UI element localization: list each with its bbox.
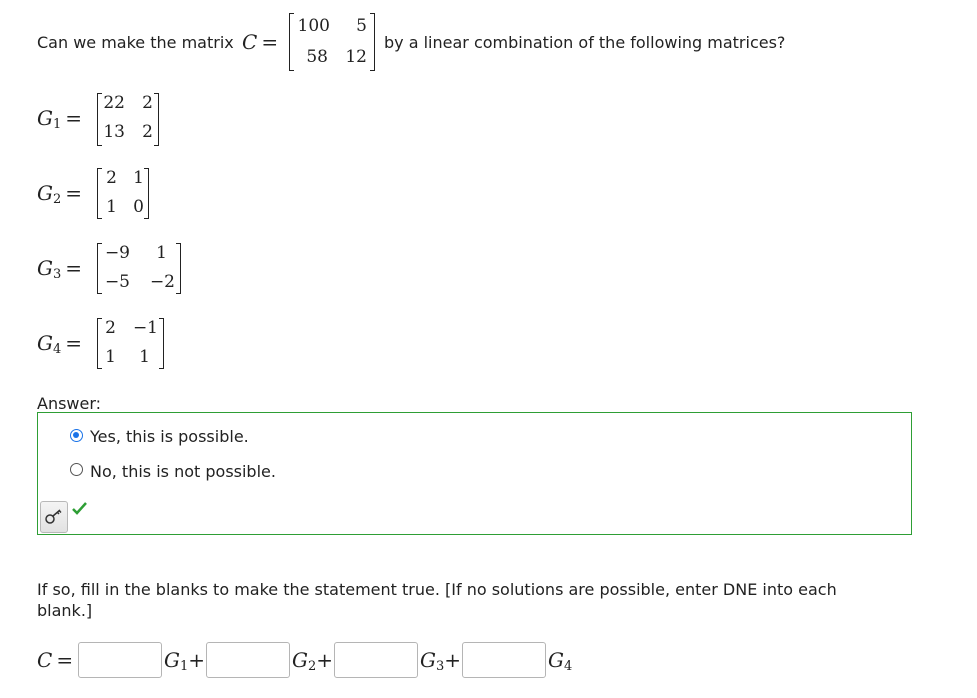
- matrix-cell: 2: [105, 318, 116, 338]
- radio-yes[interactable]: [70, 429, 83, 442]
- matrix-cell: 0: [133, 197, 144, 217]
- matrix-cell: −9: [104, 243, 130, 263]
- coefficient-input-g1[interactable]: [78, 642, 162, 678]
- target-matrix: [289, 13, 375, 70]
- target-matrix-symbol: C =: [242, 30, 279, 54]
- matrix-cell: 1: [133, 168, 144, 188]
- matrix-label-g3: $G_3$ =: [37, 256, 83, 282]
- checkmark-icon: [71, 500, 89, 516]
- matrix-cell: 2: [142, 122, 153, 142]
- matrix-cell: 1: [106, 197, 117, 217]
- matrix-cell: 2: [106, 168, 117, 188]
- key-icon: [40, 501, 68, 533]
- matrix-g2: [97, 168, 149, 218]
- coefficient-input-g2[interactable]: [206, 642, 290, 678]
- matrix-cell: 1: [139, 347, 150, 367]
- answer-box: [37, 412, 912, 535]
- matrix-g3: [97, 243, 181, 293]
- matrix-cell: 13: [103, 122, 125, 142]
- matrix-cell: 1: [105, 347, 116, 367]
- matrix-g1: [97, 93, 159, 145]
- fill-term-g3: $G_3+$: [420, 648, 462, 674]
- matrix-cell: −2: [149, 272, 175, 292]
- matrix-cell: 58: [306, 47, 328, 67]
- radio-no[interactable]: [70, 463, 83, 476]
- matrix-cell: −1: [132, 318, 158, 338]
- fill-instruction-line2: blank.]: [37, 601, 93, 620]
- matrix-cell: 2: [142, 93, 153, 113]
- matrix-label-g2: $G_2$ =: [37, 181, 83, 207]
- matrix-label-g4: $G_4$ =: [37, 331, 83, 357]
- matrix-cell: 5: [356, 16, 367, 36]
- fill-instruction-line1: If so, fill in the blanks to make the statement true. [If no solutions are possible, enter DNE into each: [37, 580, 837, 599]
- matrix-cell: −5: [104, 272, 130, 292]
- option-yes-label[interactable]: Yes, this is possible.: [90, 427, 249, 446]
- matrix-label-g1: $G_1$ =: [37, 106, 83, 132]
- fill-term-g1: $G_1+$: [164, 648, 206, 674]
- fill-term-g4: $G_4$: [548, 648, 573, 674]
- question-suffix: by a linear combination of the following matrices?: [384, 33, 786, 52]
- key-button[interactable]: [40, 501, 68, 533]
- coefficient-input-g4[interactable]: [462, 642, 546, 678]
- question-prefix: Can we make the matrix: [37, 33, 234, 52]
- answer-label: Answer:: [37, 394, 102, 413]
- matrix-cell: 1: [156, 243, 167, 263]
- fill-term-g2: $G_2+$: [292, 648, 334, 674]
- fill-lhs: C =: [37, 648, 74, 672]
- matrix-cell: 12: [345, 47, 367, 67]
- option-no-label[interactable]: No, this is not possible.: [90, 462, 276, 481]
- coefficient-input-g3[interactable]: [334, 642, 418, 678]
- matrix-cell: 100: [297, 16, 330, 36]
- matrix-cell: 22: [103, 93, 125, 113]
- matrix-g4: [97, 318, 164, 368]
